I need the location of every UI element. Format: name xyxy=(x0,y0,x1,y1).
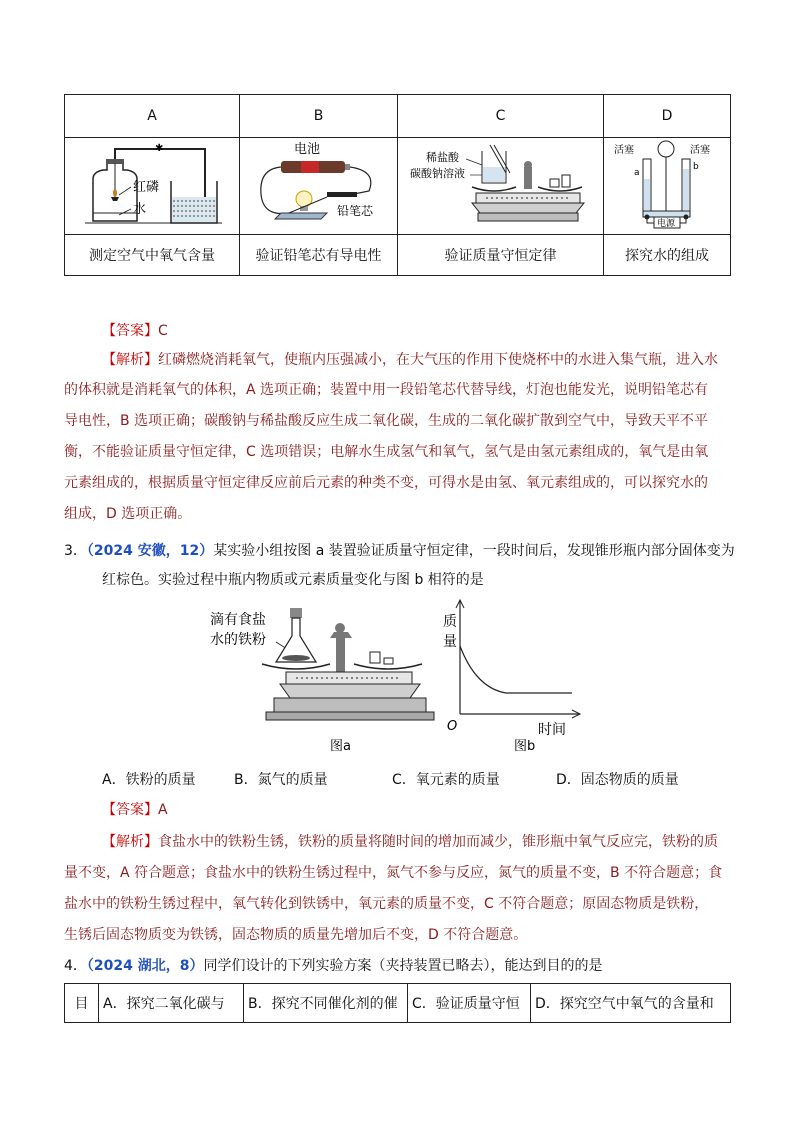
col-header-d: D xyxy=(604,95,731,138)
label-dilute-acid: 稀盐酸 xyxy=(425,151,459,164)
option-a: A．铁粉的质量 xyxy=(102,772,196,788)
label-power-supply: 电源 xyxy=(656,219,675,229)
q2-analysis-line-6: 组成，D 选项正确。 xyxy=(64,506,192,522)
q4-stem: 4．（2024 湖北，8）同学们设计的下列实验方案（夹持装置已略去），能达到目的的是 xyxy=(64,958,603,974)
label-battery: 电池 xyxy=(293,142,320,157)
q3-analysis-line-1: 【解析】食盐水中的铁粉生锈，铁粉的质量将随时间的增加而减少，锥形瓶中氧气反应完，铁粉的质 xyxy=(102,834,718,850)
caption-d: 探究水的组成 xyxy=(604,235,731,276)
analysis-tag: 【解析】 xyxy=(102,352,158,368)
question-source: （2024 湖北，8） xyxy=(86,958,204,974)
balance-acid-carbonate xyxy=(406,139,596,229)
q4-cell-d: D．探究空气中氧气的含量和 xyxy=(531,984,731,1023)
x-axis-label: 时间 xyxy=(538,722,566,738)
figure-b-graph xyxy=(443,600,580,754)
q2-analysis-line-4: 衡，不能验证质量守恒定律，C 选项错误；电解水生成氢气和氧气，氢气是由氢元素组成的，氧气是由氧 xyxy=(64,444,709,460)
label-red-phosphorus: 红磷 xyxy=(133,180,160,195)
q3-analysis-line-4: 生锈后固态物质变为铁锈，固态物质的质量先增加后不变，D 不符合题意。 xyxy=(64,927,528,943)
q2-analysis-line-1: 【解析】红磷燃烧消耗氧气，使瓶内压强减小，在大气压的作用下使烧杯中的水进入集气瓶，进入水 xyxy=(102,352,718,368)
q2-analysis-line-5: 元素组成的，根据质量守恒定律反应前后元素的种类不变，可得水是由氢、氧元素组成的，可以探究水的 xyxy=(64,475,708,491)
figure-cell-b xyxy=(240,138,398,235)
q4-cell-purpose: 目 xyxy=(65,984,99,1023)
q3-analysis-line-3: 盐水中的铁粉生锈过程中，氧气转化到铁锈中，氧元素的质量不变，C 不符合题意；原固态物质是铁粉， xyxy=(64,896,709,912)
figure-cell-a xyxy=(65,138,240,235)
option-d: D．固态物质的质量 xyxy=(556,772,679,788)
oxygen-content-apparatus xyxy=(77,139,227,229)
q3-stem-line-1: 3．（2024 安徽，12）某实验小组按图 a 装置验证质量守恒定律，一段时间后，发现锥形瓶内部分固体变为 xyxy=(64,543,735,559)
answer-tag: 【答案】 xyxy=(102,323,158,339)
figure-b-caption: 图b xyxy=(514,739,536,754)
water-electrolysis-apparatus xyxy=(610,139,725,229)
label-sodium-carbonate: 碳酸钠溶液 xyxy=(409,167,465,180)
caption-c: 验证质量守恒定律 xyxy=(398,235,604,276)
caption-a: 测定空气中氧气含量 xyxy=(65,235,240,276)
question-number: 3． xyxy=(64,543,87,559)
col-header-a: A xyxy=(65,95,240,138)
col-header-c: C xyxy=(398,95,604,138)
mass-decrease-curve xyxy=(460,646,572,693)
q2-answer xyxy=(102,320,168,342)
y-axis-label-1: 质 xyxy=(443,614,457,630)
origin-label: O xyxy=(447,719,458,734)
label-pencil-lead: 铅笔芯 xyxy=(336,204,373,218)
q3-answer: 【答案】A xyxy=(102,802,168,818)
option-b: B．氮气的质量 xyxy=(234,772,328,788)
label-stopcock-right: 活塞 xyxy=(689,145,710,156)
y-axis-label-2: 量 xyxy=(443,634,457,650)
pencil-lead-circuit xyxy=(249,139,389,229)
label-iron-powder-1: 滴有食盐 xyxy=(210,612,266,628)
q4-table xyxy=(64,983,731,1023)
q3-figures xyxy=(200,598,600,760)
figure-cell-c xyxy=(398,138,604,235)
q4-cell-a: A．探究二氧化碳与 xyxy=(99,984,244,1023)
option-c: C．氧元素的质量 xyxy=(392,772,500,788)
col-header-b: B xyxy=(240,95,398,138)
q4-cell-b: B．探究不同催化剂的催 xyxy=(244,984,408,1023)
q3-stem-line-2: 红棕色。实验过程中瓶内物质或元素质量变化与图 b 相符的是 xyxy=(102,572,484,588)
q2-analysis-line-3: 导电性，B 选项正确；碳酸钠与稀盐酸反应生成二氧化碳，生成的二氧化碳扩散到空气中，导致天平不平 xyxy=(64,413,709,429)
figure-a-caption: 图a xyxy=(330,739,351,754)
figure-cell-d xyxy=(604,138,731,235)
q3-analysis-line-2: 量不变，A 符合题意；食盐水中的铁粉生锈过程中，氮气不参与反应，氮气的质量不变，B 不符合题意；食 xyxy=(64,865,723,881)
answer-value: C xyxy=(158,323,168,339)
q2-analysis-line-2: 的体积就是消耗氧气的体积，A 选项正确；装置中用一段铅笔芯代替导线，灯泡也能发光，说明铅笔芯有 xyxy=(64,382,709,398)
label-tube-a: a xyxy=(633,168,640,178)
experiment-table xyxy=(64,94,731,276)
label-stopcock-left: 活塞 xyxy=(613,145,634,156)
question-source: （2024 安徽，12） xyxy=(86,543,214,559)
label-iron-powder-2: 水的铁粉 xyxy=(210,632,266,648)
label-water: 水 xyxy=(133,202,147,217)
svg-text:✱: ✱ xyxy=(155,143,164,154)
figure-a-balance xyxy=(210,608,434,754)
caption-b: 验证铅笔芯有导电性 xyxy=(240,235,398,276)
q4-cell-c: C．验证质量守恒 xyxy=(408,984,531,1023)
label-tube-b: b xyxy=(692,162,699,172)
